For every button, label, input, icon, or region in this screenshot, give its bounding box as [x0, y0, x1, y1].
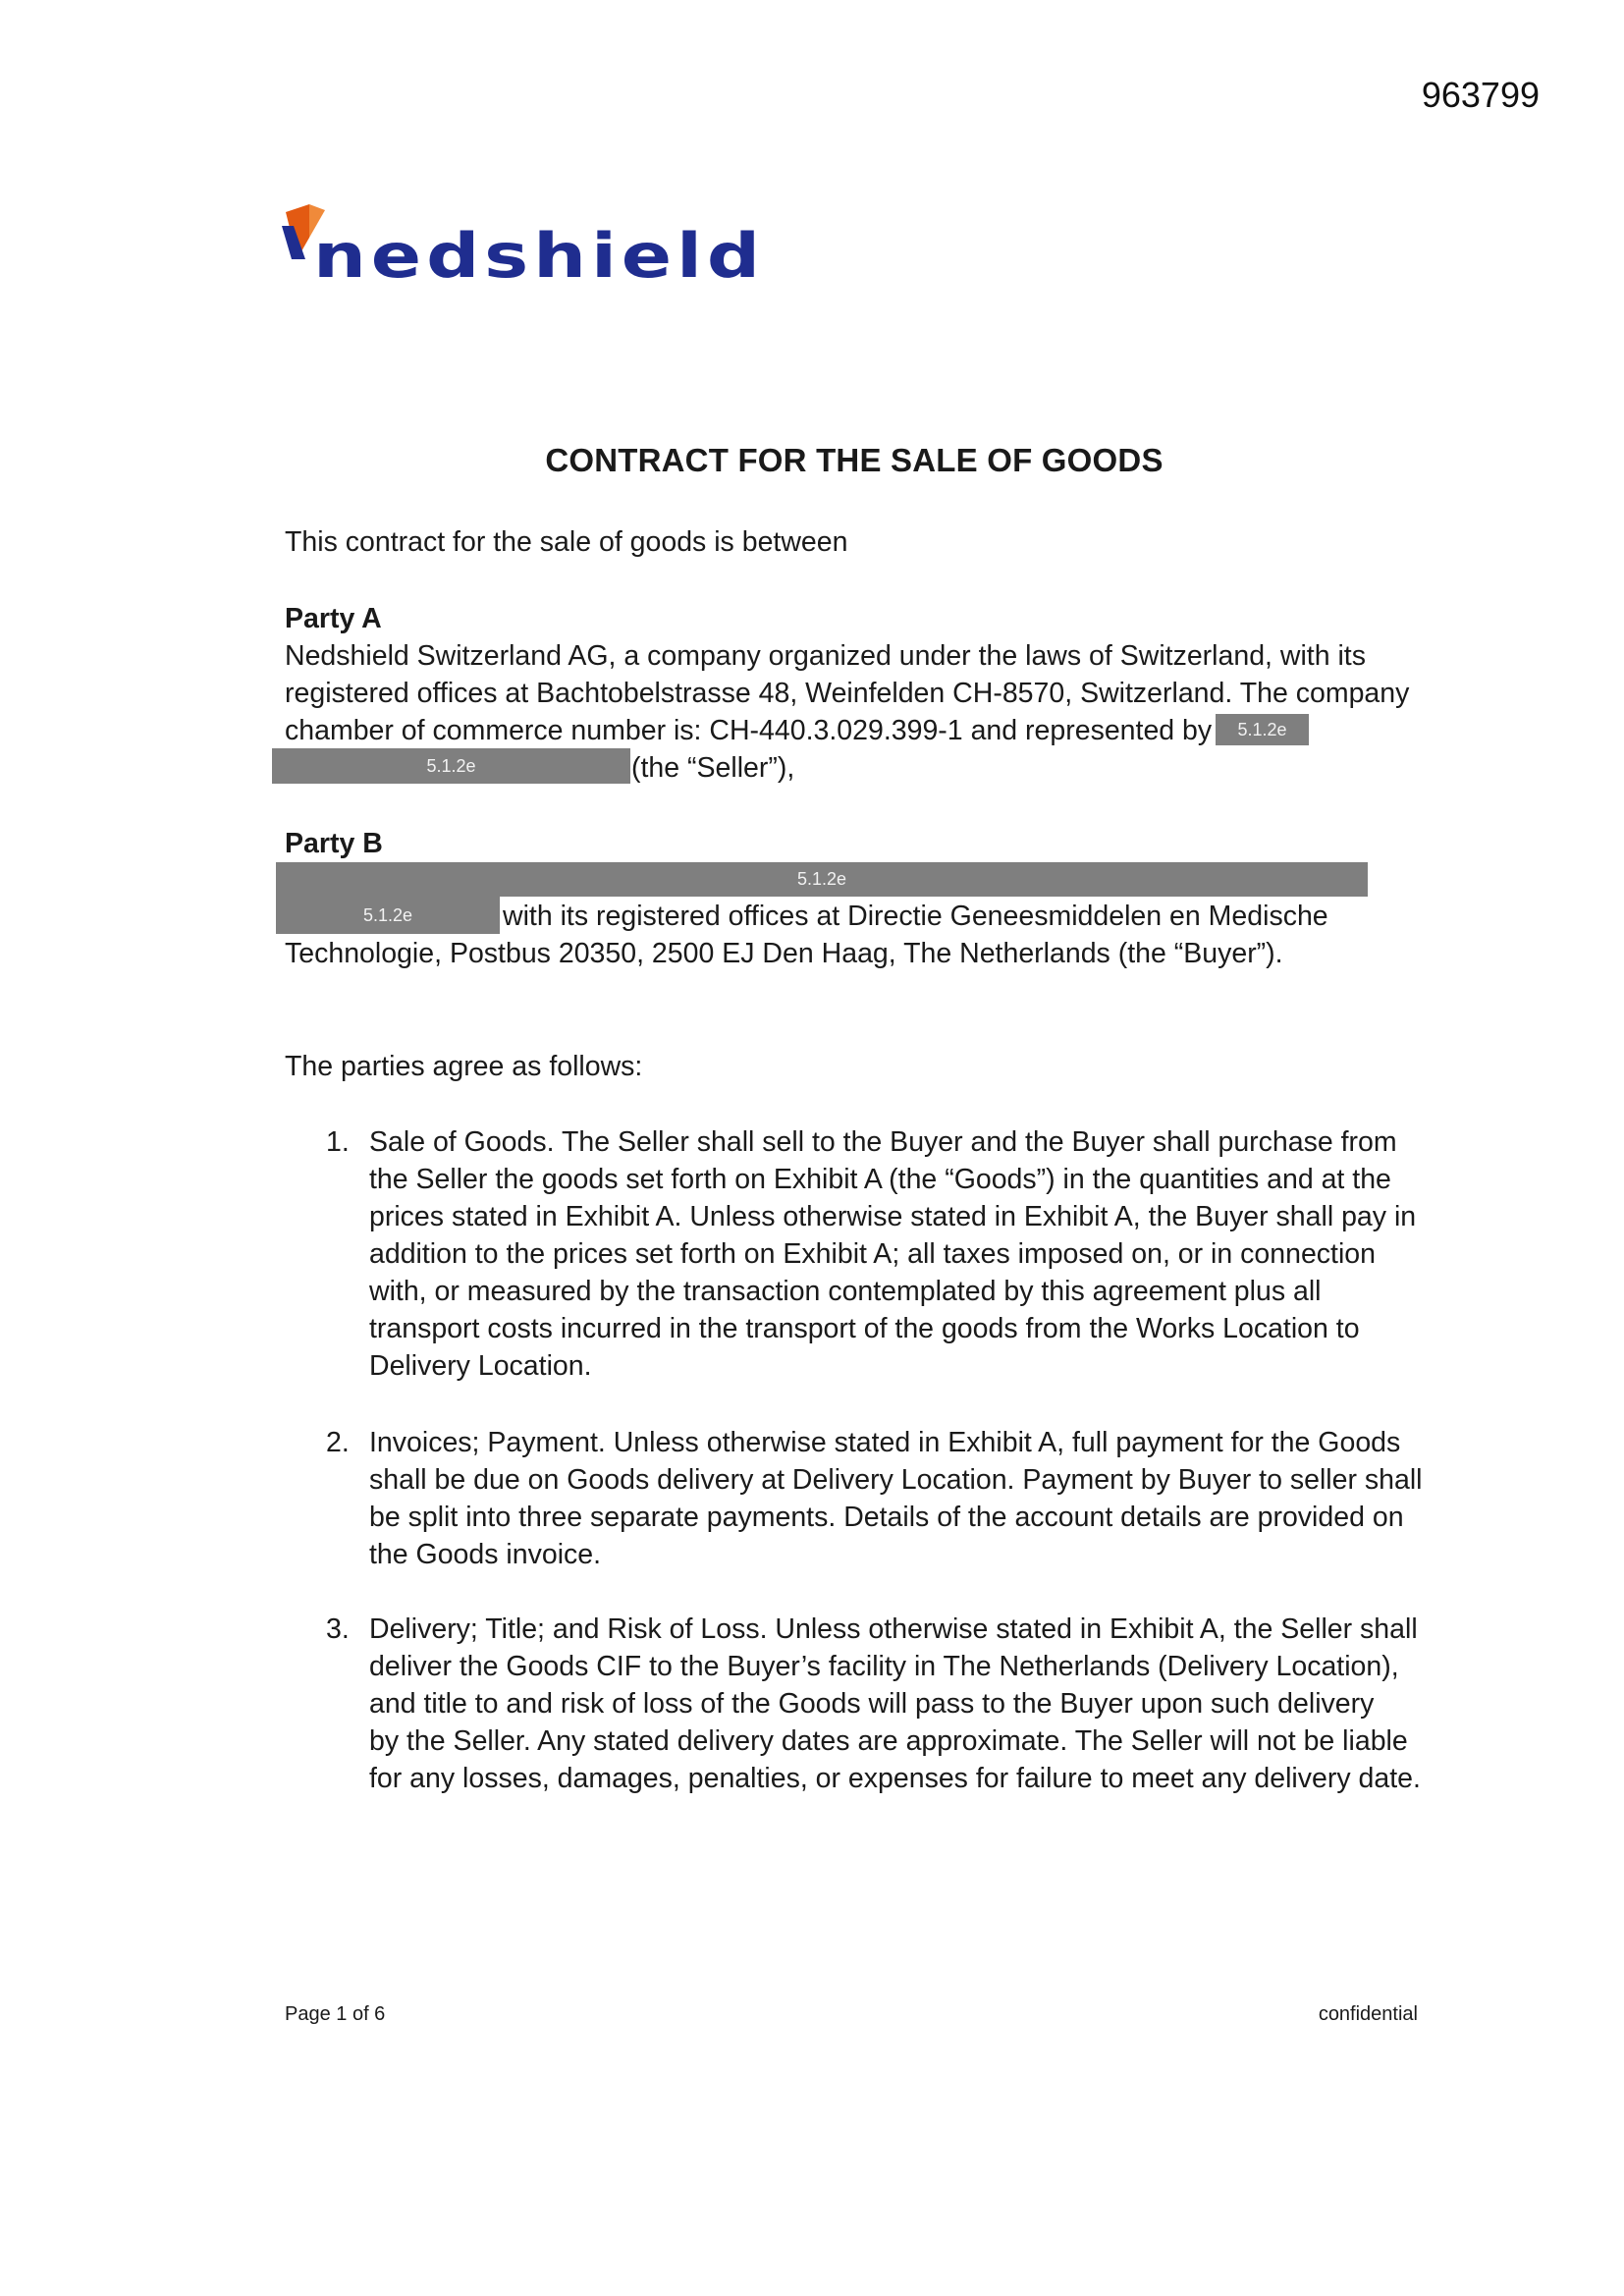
- list-item-text: [369, 1611, 1426, 1797]
- list-item-line: the Goods invoice.: [369, 1539, 602, 1570]
- redaction-box: 5.1.2e: [276, 897, 500, 934]
- confidential-label: confidential: [1318, 2003, 1418, 2025]
- redaction-box: 5.1.2e: [1216, 714, 1309, 745]
- list-item-number: 3.: [326, 1613, 350, 1645]
- list-item-line: with, or measured by the transaction contemplated by this agreement plus all: [369, 1276, 1322, 1307]
- list-item-line: transport costs incurred in the transport of the goods from the Works Location to: [369, 1313, 1360, 1344]
- page-title: CONTRACT FOR THE SALE OF GOODS: [545, 442, 1164, 478]
- nedshield-logo: [280, 200, 771, 289]
- list-item-line: addition to the prices set forth on Exhibit A; all taxes imposed on, or in connection: [369, 1238, 1377, 1270]
- seller-label: (the “Seller”),: [631, 752, 795, 784]
- list-item-line: for any losses, damages, penalties, or expenses for failure to meet any delivery date.: [369, 1763, 1421, 1794]
- list-item-line: Invoices; Payment. Unless otherwise stated in Exhibit A, full payment for the Goods: [369, 1427, 1401, 1458]
- redaction-box: 5.1.2e: [272, 748, 630, 784]
- list-item-line: prices stated in Exhibit A. Unless otherwise stated in Exhibit A, the Buyer shall pay in: [369, 1201, 1417, 1232]
- party-a-line: Nedshield Switzerland AG, a company organized under the laws of Switzerland, with its: [285, 640, 1366, 672]
- list-item-text: [369, 1123, 1426, 1385]
- list-item-line: be split into three separate payments. Details of the account details are provided on: [369, 1502, 1404, 1533]
- list-item-line: by the Seller. Any stated delivery dates are approximate. The Seller will not be liable: [369, 1725, 1408, 1757]
- list-item-line: and title to and risk of loss of the Goods will pass to the Buyer upon such delivery: [369, 1688, 1375, 1720]
- intro-text: This contract for the sale of goods is between: [285, 526, 848, 558]
- list-item-text: [369, 1424, 1426, 1573]
- list-item-number: 2.: [326, 1427, 350, 1458]
- redaction-box: 5.1.2e: [276, 862, 1368, 897]
- party-a-heading: Party A: [285, 603, 382, 634]
- page-number: Page 1 of 6: [285, 2003, 386, 2025]
- list-item-line: shall be due on Goods delivery at Delivery Location. Payment by Buyer to seller shall: [369, 1464, 1423, 1496]
- party-a-line: registered offices at Bachtobelstrasse 48, Weinfelden CH-8570, Switzerland. The company: [285, 678, 1410, 709]
- list-item-line: Delivery Location.: [369, 1350, 592, 1382]
- list-item-line: Sale of Goods. The Seller shall sell to the Buyer and the Buyer shall purchase from: [369, 1126, 1397, 1158]
- document-number: 963799: [1421, 75, 1540, 115]
- svg-text:nedshield: nedshield: [313, 220, 765, 289]
- agreement-intro: The parties agree as follows:: [285, 1051, 643, 1082]
- party-b-line: Technologie, Postbus 20350, 2500 EJ Den Haag, The Netherlands (the “Buyer”).: [285, 938, 1283, 969]
- list-item-line: the Seller the goods set forth on Exhibit A (the “Goods”) in the quantities and at the: [369, 1164, 1391, 1195]
- party-a-line: chamber of commerce number is: CH-440.3.029.399-1 and represented by: [285, 715, 1213, 746]
- list-item-line: deliver the Goods CIF to the Buyer’s facility in The Netherlands (Delivery Location),: [369, 1651, 1399, 1682]
- list-item-number: 1.: [326, 1126, 350, 1158]
- party-b-heading: Party B: [285, 828, 383, 859]
- list-item-line: Delivery; Title; and Risk of Loss. Unless otherwise stated in Exhibit A, the Seller shall: [369, 1613, 1418, 1645]
- party-b-line: with its registered offices at Directie Geneesmiddelen en Medische: [503, 901, 1328, 932]
